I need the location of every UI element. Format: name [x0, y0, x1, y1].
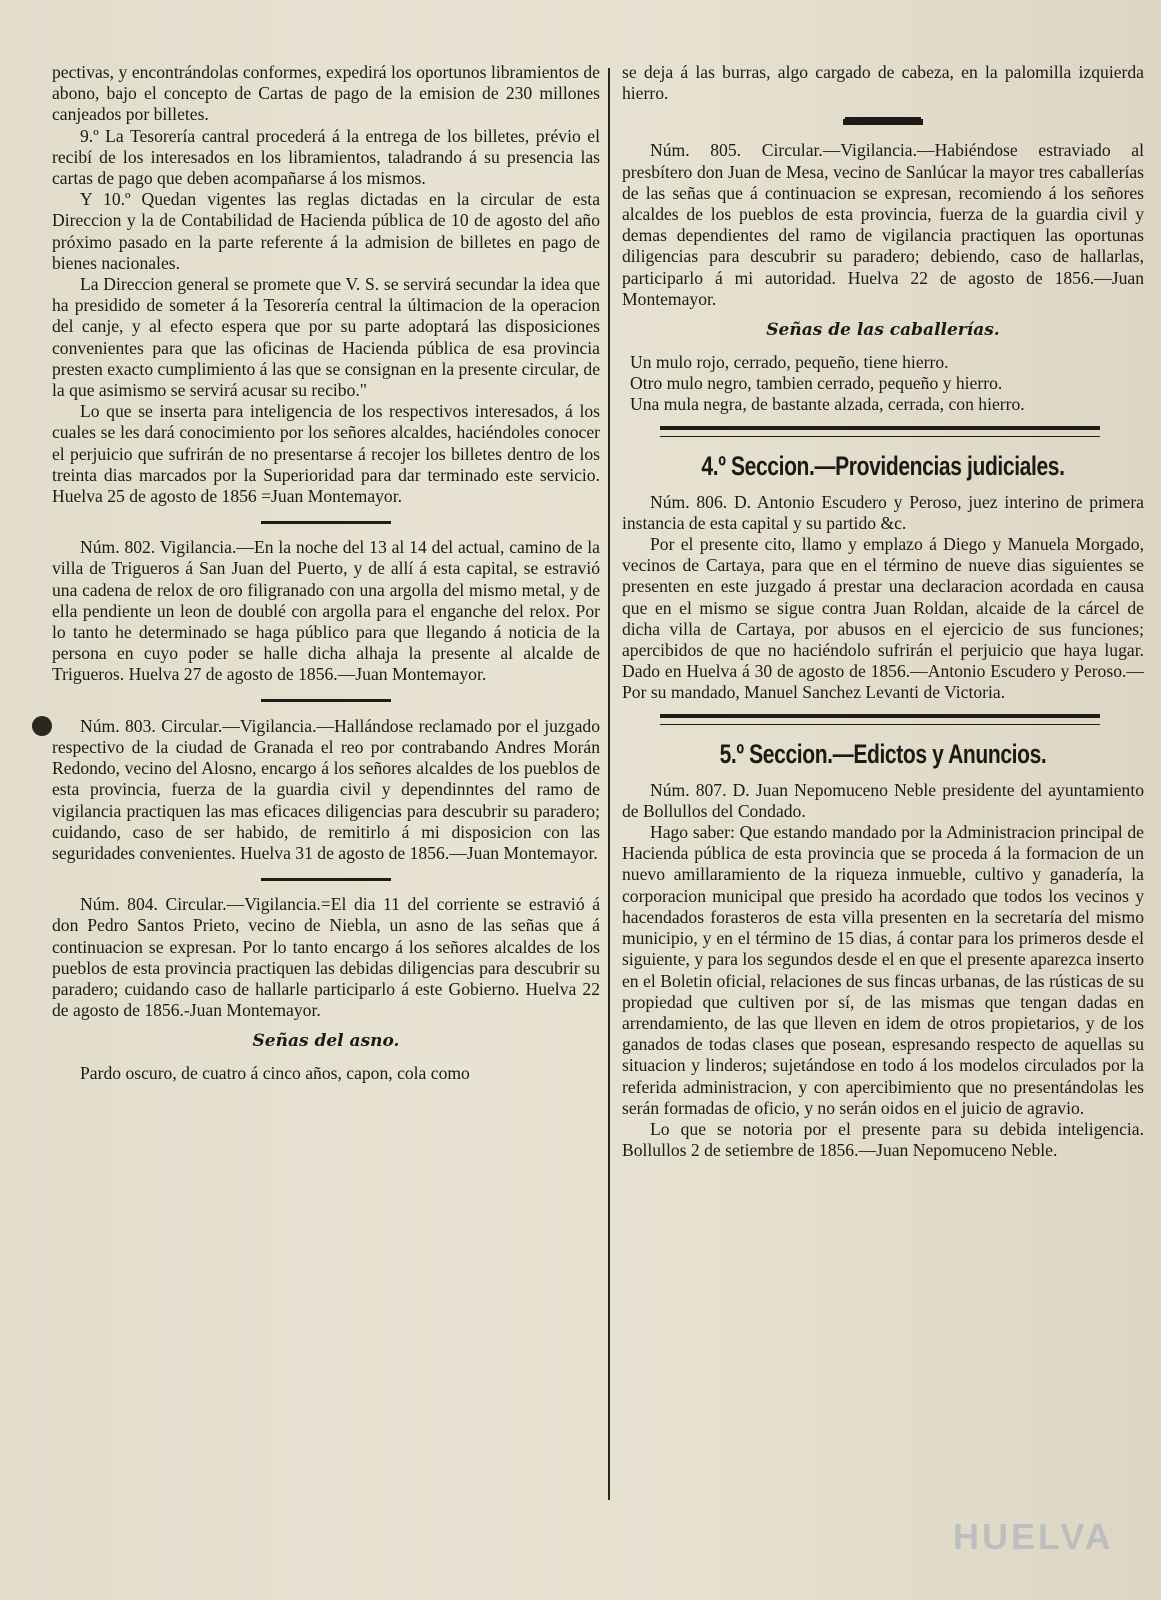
separator-rule	[622, 114, 1144, 130]
notice-805: Núm. 805. Circular.—Vigilancia.—Habiéndose estraviado al presbítero don Juan de Mesa, vecino de Sanlúcar la mayor tres caballerías de las señas que á continuacion se expresan, recomiendo á los señores alcaldes de los pueblos de esta provincia, fuerza de la guardia civil y demas dependientes del ramo de vigilancia practiquen las oportunas diligencias para descubrir su paradero; debiendo, caso de hallarlas, participarlo á mi autoridad. Huelva 22 de agosto de 1856.—Juan Montemayor.	[622, 140, 1144, 309]
section-heading-4: 4.º Seccion.—Providencias judiciales.	[701, 450, 1065, 481]
notice-807-header: Núm. 807. D. Juan Nepomuceno Neble presidente del ayuntamiento de Bollullos del Condado.	[622, 779, 1144, 821]
notice-804: Núm. 804. Circular.—Vigilancia.=El dia 11 del corriente se estravió á don Pedro Santos Prieto, vecino de Niebla, un asno de las señas que á continuacion se expresan. Por lo tanto encargo á los señores alcaldes de los pueblos de esta provincia practiquen las debidas diligencias para descubrir su paradero; cuidando caso de hallarle participarlo á este Gobierno. Huelva 22 de agosto de 1856.-Juan Montemayor.	[52, 894, 600, 1021]
senas-caballerias-list	[622, 352, 1144, 416]
senas-asno-text: Pardo oscuro, de cuatro á cinco años, capon, cola como	[80, 1063, 470, 1084]
notice-807-closing: Lo que se notoria por el presente para su debida inteligencia. Bollullos 2 de setiembre de 1856.—Juan Nepomuceno Neble.	[622, 1118, 1144, 1161]
subhead-senas-caballerias: Señas de las caballerías.	[766, 320, 1000, 341]
paragraph-continuation: pectivas, y encontrándolas conformes, expedirá los oportunos libramientos de abono, bajo el concepto de Cartas de pago de la emision de 230 millones canjeados por billetes.	[52, 62, 600, 125]
left-column	[52, 62, 600, 1085]
paragraph-rule-9: 9.º La Tesorería cantral procederá á la entrega de los billetes, prévio el recibí de los interesados en los libramientos, taladrando á su presencia las cartas de pago que deben acompañarse á los mismos.	[52, 125, 600, 189]
watermark-seal: HUELVA	[953, 1516, 1114, 1557]
list-item: Una mula negra, de bastante alzada, cerrada, con hierro.	[630, 394, 1025, 415]
separator-rule	[52, 694, 600, 708]
list-item: Otro mulo negro, tambien cerrado, pequeño y hierro.	[630, 373, 1003, 394]
notice-806-header: Núm. 806. D. Antonio Escudero y Peroso, juez interino de primera instancia de esta capital y su partido &c.	[622, 491, 1144, 533]
separator-rule	[52, 515, 600, 529]
subhead-senas-asno: Señas del asno.	[252, 1031, 400, 1052]
paragraph-direccion: La Direccion general se promete que V. S. se servirá secundar la idea que ha presidido de someter á la Tesorería central la últimacion de la operacion del canje, y al efecto espera que por su parte adoptará las disposiciones convenientes para que las oficinas de Hacienda pública de esa provincia presten exacto cumplimiento á las que se consignan en la presente circular, de la que asimismo se servirá acusar su recibo."	[52, 274, 600, 401]
paragraph-inserta: Lo que se inserta para inteligencia de los respectivos interesados, á los cuales se les dará conocimiento por los señores alcaldes, haciéndoles conocer el perjuicio que sufrirán de no presentarse á recojer los billetes dentro de los treinta dias marcados por la Superioridad para dar terminado este servicio. Huelva 25 de agosto de 1856 =Juan Montemayor.	[52, 401, 600, 507]
section-heading-5: 5.º Seccion.—Edictos y Anuncios.	[719, 738, 1047, 769]
ink-blot	[32, 716, 52, 736]
section-rule	[660, 426, 1100, 437]
paragraph-rule-10: Y 10.º Quedan vigentes las reglas dictadas en la circular de esta Direccion y la de Contabilidad de Hacienda pública de 10 de agosto del año próximo pasado en la parte referente á la admision de billetes en pago de bienes nacionales.	[52, 189, 600, 273]
notice-806-body: Por el presente cito, llamo y emplazo á Diego y Manuela Morgado, vecinos de Cartaya, para que en el término de nueve dias siguientes se presenten en este juzgado á prestar una declaracion acordada en causa que en el mismo se sigue contra Juan Roldan, alcaide de la cárcel de dicha villa de Cartaya, por abusos en el ejercicio de sus funciones; apercibidos de que no haciéndolo sufrirán el perjuicio que haya lugar. Dado en Huelva á 30 de agosto de 1856.—Antonio Escudero y Peroso.—Por su mandado, Manuel Sanchez Levanti de Victoria.	[622, 534, 1144, 703]
notice-803: Núm. 803. Circular.—Vigilancia.—Hallándose reclamado por el juzgado respectivo de la ciudad de Granada el reo por contrabando Andres Morán Redondo, vecino del Alosno, encargo á los señores alcaldes de los pueblos de esta provincia, fuerza de la guardia civil y dependinntes del ramo de vigilancia practiquen las mas eficaces diligencias para descubrir su paradero; cuidando, caso de ser habido, de remitirlo á mi disposicion con las seguridades convenientes. Huelva 31 de agosto de 1856.—Juan Montemayor.	[52, 715, 600, 863]
column-divider	[608, 68, 610, 1500]
right-column	[622, 62, 1144, 1161]
list-item: Un mulo rojo, cerrado, pequeño, tiene hierro.	[630, 352, 949, 373]
section-rule	[660, 714, 1100, 725]
separator-rule	[52, 872, 600, 886]
notice-807-body: Hago saber: Que estando mandado por la Administracion principal de Hacienda pública de esta provincia que se proceda á la formacion de un nuevo amillaramiento de la riqueza inmueble, cultivo y ganadería, la corporacion municipal que presido ha acordado que todos los vecinos y hacendados forasteros de esta villa presenten en la secretaría del mismo municipio, y en el término de 15 dias, á contar para los primeros desde el siguiente, y para los segundos desde el en que el presente aparezca inserto en el Boletin oficial, relaciones de sus fincas urbanas, de las rústicas de su propiedad que cultiven por sí, de las mismas que tengan dadas en arrendamiento, de las que lleven en idem de otros propietarios, y de los ganados de todas clases que posean, espresando respecto de aquellas su situacion y linderos; sujetándose en todo á los modelos circulados por la referida administracion, y con apercibimiento que no presentándolas les serán formadas de oficio, y no serán oidos en el juicio de agravio.	[622, 822, 1144, 1118]
notice-802: Núm. 802. Vigilancia.—En la noche del 13 al 14 del actual, camino de la villa de Trigueros á San Juan del Puerto, y de allí á esta capital, se estravió una cadena de relox de oro filigranado con una argolla del mismo metal, y de ella pendiente un leon de doublé con argolla para el enganche del relox. Por lo tanto he determinado se haga público para que llegando á noticia de la persona en cuyo poder se halle dicha alhaja la presente al alcalde de Trigueros. Huelva 27 de agosto de 1856.—Juan Montemayor.	[52, 537, 600, 685]
paragraph-continuation-right: se deja á las burras, algo cargado de cabeza, en la palomilla izquierda hierro.	[622, 62, 1144, 104]
